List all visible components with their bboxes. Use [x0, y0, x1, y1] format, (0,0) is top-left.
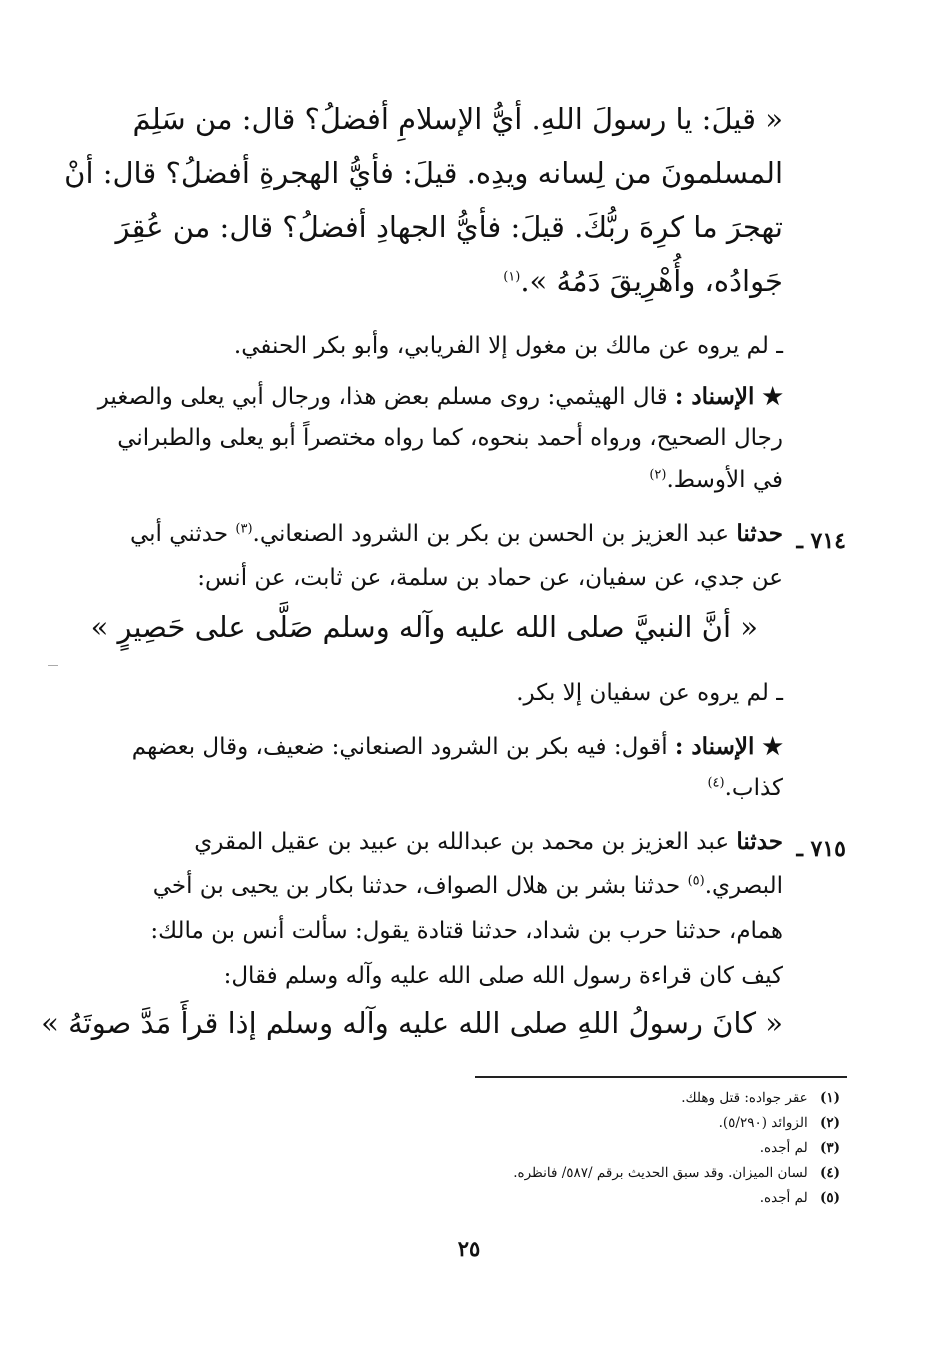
- margin-mark: [48, 665, 58, 666]
- hadith-number-714: ٧١٤ ـ: [796, 528, 846, 554]
- hadith-714-matn: « أنَّ النبيَّ صلى الله عليه وآله وسلم صَلَّى على حَصِيرٍ »: [90, 610, 758, 644]
- isnad-line-3: [649, 467, 783, 493]
- footnote-3: [760, 1140, 848, 1156]
- footnote-3-number: (٣): [819, 1140, 841, 1156]
- hadith-714-isnad-line-1: [132, 733, 783, 760]
- hadith-715-matn: « كانَ رسولُ اللهِ صلى الله عليه وآله وسلم إذا قرأَ مَدَّ صوتَهُ »: [41, 1006, 783, 1040]
- isnad-label: ★ الإسناد :: [674, 383, 783, 410]
- isnad-714-text-1: أقول: فيه بكر بن الشرود الصنعاني: ضعيف، وقال بعضهم: [131, 734, 668, 760]
- hadith-714-note: ـ لم يروه عن سفيان إلا بكر.: [516, 680, 783, 706]
- hadith-714-line-2: عن جدي، عن سفيان، عن حماد بن سلمة، عن ثابت، عن أنس:: [197, 565, 783, 591]
- isnad-text-3: في الأوسط.: [666, 467, 783, 493]
- narration-note: ـ لم يروه عن مالك بن مغول إلا الفريابي، وأبو بكر الحنفي.: [233, 333, 783, 359]
- footnote-ref-4: (٤): [707, 775, 725, 791]
- footnote-4-text: لسان الميزان. وقد سبق الحديث برقم /٥٨٧/ فانظره.: [513, 1165, 808, 1181]
- hadith-715-line-2: [153, 873, 783, 899]
- isnad-714-text-2: كذاب.: [724, 775, 783, 801]
- hadith-714-line-1: [130, 520, 783, 547]
- footnote-3-text: لم أجده.: [759, 1140, 808, 1156]
- haddathana-715: حدثنا: [736, 828, 783, 855]
- hadith-715-line-4: كيف كان قراءة رسول الله صلى الله عليه وآله وسلم فقال:: [223, 963, 783, 989]
- footnote-5: [760, 1190, 848, 1206]
- footnote-4: [513, 1165, 848, 1181]
- haddathana-714: حدثنا: [736, 520, 783, 547]
- matn-line-4-text: جَوادُه، وأُهْرِيقَ دَمُهُ ».: [520, 264, 783, 298]
- footnote-ref-1: (١): [503, 269, 521, 285]
- page-number: ٢٥: [457, 1236, 481, 1261]
- isnad-line-1: [98, 383, 783, 410]
- footnote-1-number: (١): [819, 1090, 841, 1106]
- footnote-ref-2: (٢): [649, 467, 667, 483]
- footnote-1-text: عقر جواده: قتل وهلك.: [681, 1090, 808, 1106]
- footnote-2: [719, 1115, 848, 1131]
- footnote-2-text: الزوائد (٥/٢٩٠).: [718, 1115, 808, 1131]
- footnote-separator: [475, 1076, 847, 1078]
- matn-line-1: « قيلَ: يا رسولَ اللهِ. أيُّ الإسلامِ أفضلُ؟ قال: من سَلِمَ: [132, 102, 783, 136]
- footnote-5-text: لم أجده.: [759, 1190, 808, 1206]
- footnote-4-number: (٤): [819, 1165, 841, 1181]
- isnad-label-714: ★ الإسناد :: [674, 733, 783, 760]
- hadith-714-chain-1-tail: حدثني أبي: [129, 521, 229, 547]
- matn-line-3: تهجرَ ما كرِهَ ربُّكَ. قيلَ: فأيُّ الجهادِ أفضلُ؟ قال: من عُقِرَ: [115, 210, 783, 244]
- isnad-text-1: قال الهيثمي: روى مسلم بعض هذا، ورجال أبي يعلى والصغير: [97, 384, 668, 410]
- hadith-714-chain-1: عبد العزيز بن الحسن بن بكر بن الشرود الصنعاني.: [252, 521, 730, 547]
- hadith-715-line-3: همام، حدثنا حرب بن شداد، حدثنا قتادة يقول: سألت أنس بن مالك:: [150, 918, 783, 944]
- hadith-715-chain-2a: البصري.: [704, 873, 783, 899]
- matn-line-2: المسلمونَ من لِسانه ويدِه. قيلَ: فأيُّ الهجرةِ أفضلُ؟ قال: أنْ: [64, 156, 783, 190]
- hadith-715-chain-2b: حدثنا بشر بن هلال الصواف، حدثنا بكار بن يحيى بن أخي: [152, 873, 681, 899]
- footnote-5-number: (٥): [819, 1190, 841, 1206]
- hadith-number-715: ٧١٥ ـ: [796, 836, 846, 862]
- hadith-715-line-1: [194, 828, 783, 855]
- footnote-2-number: (٢): [819, 1115, 841, 1131]
- hadith-715-chain-1: عبد العزيز بن محمد بن عبدالله بن عبيد بن عقيل المقري: [194, 829, 730, 855]
- hadith-714-isnad-line-2: [707, 775, 783, 801]
- isnad-line-2: رجال الصحيح، ورواه أحمد بنحوه، كما رواه مختصراً أبو يعلى والطبراني: [117, 425, 783, 451]
- footnote-ref-5: (٥): [687, 873, 705, 889]
- matn-line-4: [503, 264, 783, 298]
- footnote-ref-3: (٣): [235, 521, 253, 537]
- footnote-1: [681, 1090, 848, 1106]
